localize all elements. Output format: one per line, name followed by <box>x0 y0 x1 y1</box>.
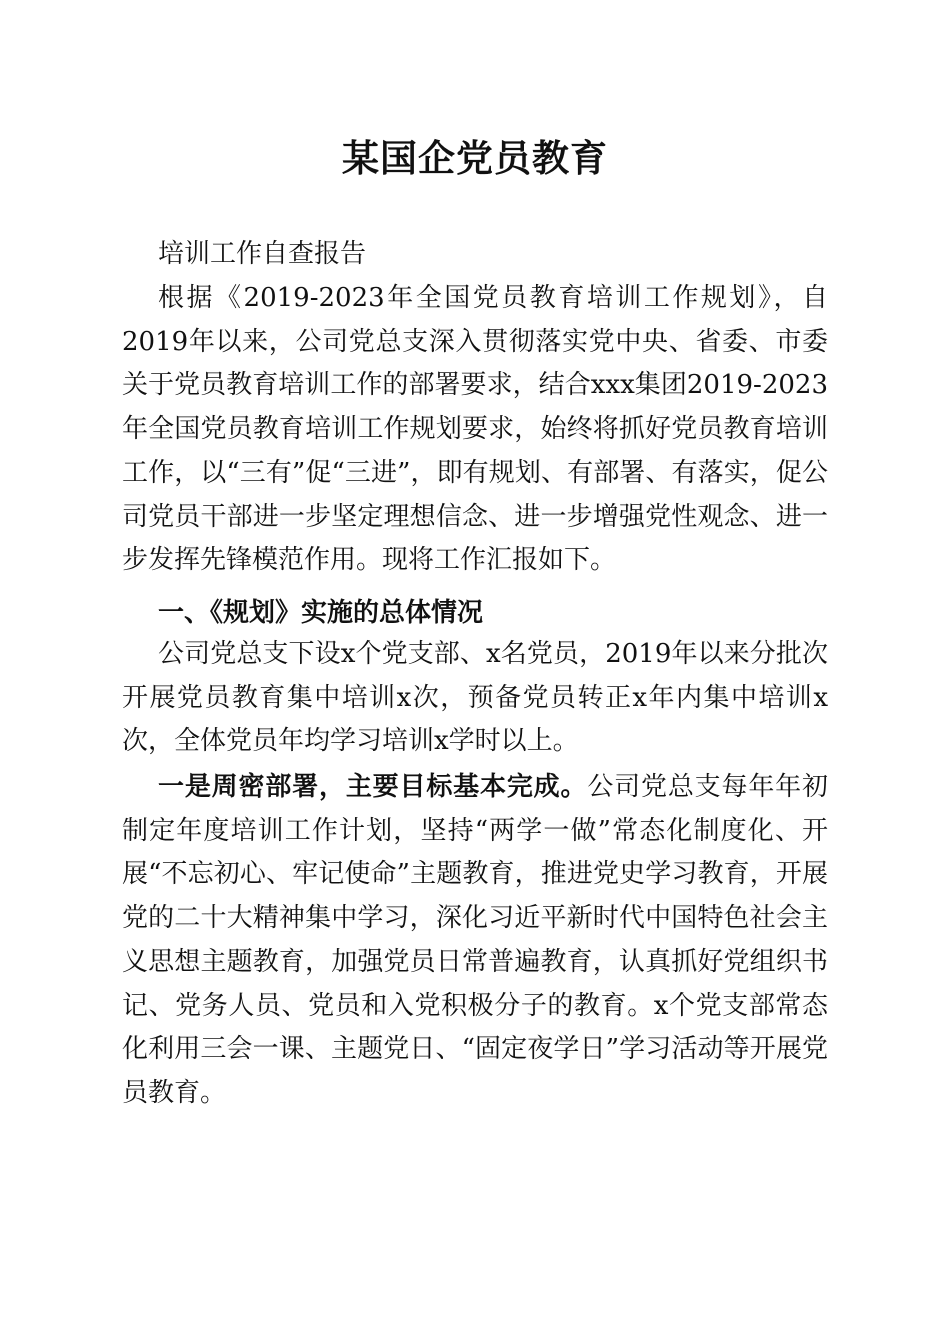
point-1-text: 公司党总支每年年初制定年度培训工作计划，坚持“两学一做”常态化制度化、开展“不忘初心、牢记使命”主题教育，推进党史学习教育，开展党的二十大精神集中学习，深化习近平新时代中国特色社会主义思想主题教育，加强党员日常普遍教育，认真抓好党组织书记、党务人员、党员和入党积极分子的教育。x个党支部常态化利用三会一课、主题党日、“固定夜学日”学习活动等开展党员教育。 <box>122 772 828 1108</box>
intro-paragraph: 根据《2019-2023年全国党员教育培训工作规划》，自2019年以来，公司党总支深入贯彻落实党中央、省委、市委关于党员教育培训工作的部署要求，结合xxx集团2019-2023年全国党员教育培训工作规划要求，始终将抓好党员教育培训工作，以“三有”促“三进”，即有规划、有部署、有落实，促公司党员干部进一步坚定理想信念、进一步增强党性观念、进一步发挥先锋模范作用。现将工作汇报如下。 <box>122 283 828 576</box>
document-subtitle: 培训工作自查报告 <box>158 239 367 269</box>
section-1-paragraph: 公司党总支下设x个党支部、x名党员，2019年以来分批次开展党员教育集中培训x次，预备党员转正x年内集中培训x次，全体党员年均学习培训x学时以上。 <box>122 639 828 757</box>
point-1-lead: 一是周密部署，主要目标基本完成。 <box>158 772 588 802</box>
document-title: 某国企党员教育 <box>342 136 608 180</box>
point-1-paragraph <box>122 766 828 1116</box>
section-heading-1: 一、《规划》实施的总体情况 <box>158 598 484 628</box>
